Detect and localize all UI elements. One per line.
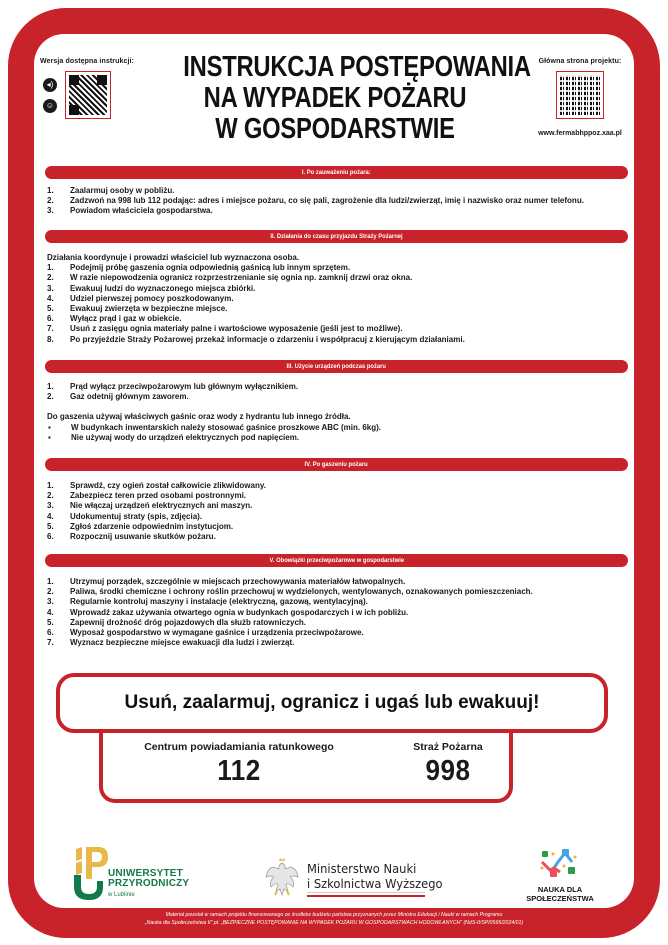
list-item: 3. Regularnie kontroluj maszyny i instalacje (elektryczną, gazową, wentylacyjną). bbox=[47, 597, 368, 607]
title-line-2: NA WYPADEK POŻARU bbox=[203, 82, 467, 114]
university-line-3: w Lublinie bbox=[108, 892, 135, 898]
list-item: 5. Zapewnij drożność dróg pojazdowych dla służb ratowniczych. bbox=[47, 617, 307, 627]
emergency-value: 112 bbox=[217, 755, 261, 787]
list-item: 4. Udziel pierwszej pomocy poszkodowanym. bbox=[47, 293, 234, 303]
list-item: 1. Utrzymuj porządek, szczególnie w miejscach przechowywania materiałów łatwopalnych. bbox=[47, 577, 406, 586]
list-item: 4. Udokumentuj straty (spis, zdjęcia). bbox=[47, 511, 203, 521]
list-item: 6. Wyposaż gospodarstwo w wymagane gaśnice i urządzenia przeciwpożarowe. bbox=[47, 628, 364, 638]
section-body-5 bbox=[47, 577, 632, 648]
qr-code-project-site[interactable] bbox=[556, 71, 604, 119]
title-line-3: W GOSPODARSTWIE bbox=[215, 113, 455, 145]
emergency-number-112 bbox=[139, 741, 339, 788]
program-line-1: NAUKA DLA bbox=[537, 885, 583, 894]
list-item: 2. Zabezpiecz teren przed osobami postronnymi. bbox=[47, 491, 247, 501]
emergency-numbers-box bbox=[99, 727, 513, 803]
qr-code-accessible-version[interactable] bbox=[65, 71, 111, 119]
list-item: 8. Po przyjeździe Straży Pożarowej przekaż informacje o zdarzeniu i współpracuj z kierującym działaniami. bbox=[47, 334, 465, 344]
list-item: 2. W razie niepowodzenia ogranicz rozprzestrzenianie się ognia np. zamknij drzwi oraz okna. bbox=[47, 273, 413, 283]
list-item: 2. Zadzwoń na 998 lub 112 podając: adres i miejsce pożaru, co się pali, zagrożenie dla ludzi/zwierząt, imię i nazwisko oraz numer telefonu. bbox=[47, 196, 584, 206]
accessible-version-label: Wersja dostępna instrukcji: bbox=[40, 58, 134, 65]
section-note: Do gaszenia używaj właściwych gaśnic oraz wody z hydrantu lub innego źródła. bbox=[47, 412, 351, 422]
eagle-emblem-icon bbox=[263, 857, 301, 899]
bullet-item: ▪ Nie używaj wody do urządzeń elektrycznych pod napięciem. bbox=[48, 432, 300, 442]
ministry-line-1: Ministerstwo Nauki bbox=[307, 861, 417, 876]
audio-icon[interactable]: ◂) bbox=[43, 78, 57, 92]
footer-line-1: Materiał powstał w ramach projektu finansowanego ze środków budżetu państwa przyznanych przez Ministra Edukacji i Nauki w ramach Programu bbox=[165, 912, 503, 918]
section-heading-2: II. Działania do czasu przyjazdu Straży Pożarnej bbox=[45, 230, 628, 243]
university-line-2: PRZYRODNICZY bbox=[108, 878, 190, 889]
emergency-label: Centrum powiadamiania ratunkowego bbox=[144, 741, 334, 753]
program-line-2: SPOŁECZEŃSTWA bbox=[526, 894, 594, 903]
section-body-4 bbox=[47, 481, 632, 542]
section-body-2 bbox=[47, 253, 632, 345]
ministry-logo bbox=[263, 855, 473, 903]
list-item: 7. Usuń z zasięgu ognia materiały palne i wartościowe wyposażenie (jeśli jest to możliwe). bbox=[47, 324, 403, 334]
title-line-1: INSTRUKCJA POSTĘPOWANIA bbox=[183, 51, 531, 83]
section-body-3 bbox=[47, 382, 632, 443]
list-item: 4. Wprowadź zakaz używania otwartego ognia w budynkach gospodarczych i w ich pobliżu. bbox=[47, 607, 409, 617]
list-item: 1. Prąd wyłącz przeciwpożarowym lub głównym wyłącznikiem. bbox=[47, 382, 299, 391]
accessibility-icon[interactable]: ☺ bbox=[43, 99, 57, 113]
emergency-number-998 bbox=[393, 741, 503, 788]
list-item: 1. Zaalarmuj osoby w pobliżu. bbox=[47, 186, 175, 195]
section-body-1 bbox=[47, 186, 632, 217]
list-item: 5. Ewakuuj zwierzęta w bezpieczne miejsce. bbox=[47, 304, 228, 314]
project-site-label: Główna strona projektu: bbox=[538, 58, 622, 65]
slogan-box: Usuń, zaalarmuj, ogranicz i ugaś lub ewakuuj! bbox=[56, 673, 608, 733]
list-item: 3. Ewakuuj ludzi do wyznaczonego miejsca zbiórki. bbox=[47, 283, 256, 293]
list-item: 2. Gaz odetnij głównym zaworem. bbox=[47, 392, 189, 402]
section-heading-4: IV. Po gaszeniu pożaru bbox=[45, 458, 628, 471]
emergency-label: Straż Pożarna bbox=[413, 741, 483, 753]
list-item: 6. Rozpocznij usuwanie skutków pożaru. bbox=[47, 532, 216, 542]
list-item: 3. Nie włączaj urządzeń elektrycznych ani maszyn. bbox=[47, 501, 253, 511]
list-item: 1. Sprawdź, czy ogień został całkowicie zlikwidowany. bbox=[47, 481, 266, 490]
bullet-item: ▪ W budynkach inwentarskich należy stosować gaśnice proszkowe ABC (min. 6kg). bbox=[48, 422, 382, 432]
list-item: 6. Wyłącz prąd i gaz w obiekcie. bbox=[47, 314, 182, 324]
program-logo bbox=[520, 848, 600, 906]
section-heading-3: III. Użycie urządzeń podczas pożaru bbox=[45, 360, 628, 373]
ministry-line-2: i Szkolnictwa Wyższego bbox=[307, 876, 443, 891]
page-title bbox=[183, 51, 531, 145]
emergency-value: 998 bbox=[425, 755, 471, 787]
section-heading-5: V. Obowiązki przeciwpożarowe w gospodarstwie bbox=[45, 554, 628, 567]
project-site-block bbox=[530, 58, 630, 137]
section-intro: Działania koordynuje i prowadzi właściciel lub wyznaczona osoba. bbox=[47, 253, 300, 262]
list-item: 3. Powiadom właściciela gospodarstwa. bbox=[47, 206, 213, 216]
project-url-link[interactable]: www.fermabhppoz.xaa.pl bbox=[538, 130, 622, 137]
funding-footer bbox=[34, 912, 634, 927]
university-line-1: UNIWERSYTET bbox=[108, 868, 183, 879]
network-icon bbox=[538, 848, 582, 878]
section-heading-1: I. Po zauważeniu pożara: bbox=[45, 166, 628, 179]
university-mark-icon bbox=[72, 845, 112, 901]
university-logo bbox=[72, 845, 202, 905]
list-item: 2. Paliwa, środki chemiczne i ochrony roślin przechowuj w wydzielonych, wentylowanych, oznakowanych pomieszczeniach. bbox=[47, 587, 533, 597]
list-item: 7. Wyznacz bezpieczne miejsce ewakuacji dla ludzi i zwierząt. bbox=[47, 638, 295, 648]
footer-line-2: „Nauka dla Społeczeństwa II” pt. „BEZPIECZNE POSTĘPOWANIE NA WYPADEK POŻARU W GOSPODARSTWACH HODOWLANYCH” (NdS-II/SP/0595/2024/01) bbox=[144, 919, 524, 926]
accessible-version-block bbox=[40, 58, 150, 119]
list-item: 5. Zgłoś zdarzenie odpowiednim instytucjom. bbox=[47, 521, 234, 531]
list-item: 1. Podejmij próbę gaszenia ognia odpowiednią gaśnicą lub innym sprzętem. bbox=[47, 263, 351, 273]
